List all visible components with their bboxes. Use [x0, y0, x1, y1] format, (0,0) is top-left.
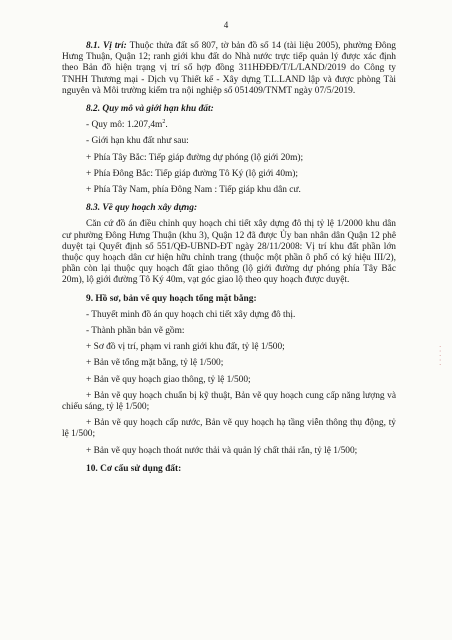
section-8-1 — [62, 41, 396, 97]
list-item: - Thuyết minh đồ án quy hoạch chi tiết xây dựng đô thị. — [86, 309, 296, 320]
scale-prefix: - Quy mô: 1.207,4m — [86, 120, 163, 131]
section-8-3-heading: 8.3. Về quy hoạch xây dựng: — [86, 203, 198, 214]
list-item: + Bản vẽ quy hoạch thoát nước thải và quản lý chất thải rắn, tỷ lệ 1/500; — [86, 445, 358, 456]
list-item: + Bản vẽ tổng mặt bằng, tỷ lệ 1/500; — [86, 358, 224, 369]
scale-line — [62, 120, 396, 131]
limits-intro: - Giới hạn khu đất như sau: — [86, 136, 189, 147]
limit-item: + Phía Tây Bắc: Tiếp giáp đường dự phóng (lộ giới 20m); — [86, 152, 304, 163]
section-8-1-heading: 8.1. Vị trí: — [86, 41, 127, 51]
section-10-heading: 10. Cơ cấu sử dụng đất: — [86, 463, 182, 474]
section-8-3-text: Căn cứ đồ án điều chỉnh quy hoạch chi tiết xây dựng đô thị tỷ lệ 1/2000 khu dân cư phường Đông Hưng Thuận (khu 3), Quận 12 đã được Ủy ban nhân dân Quận 12 phê duyệt tại Quyết định số 551/QĐ-UBND-ĐT ngày 28/11/2008: Vị trí khu đất phần lớn thuộc quy hoạch dân cư hiện hữu chỉnh trang (thuộc một phần ô phố có ký hiệu III/2), phần còn lại thuộc quy hoạch đất giao thông (lộ giới đường dự phóng phía Tây Bắc 20m), lộ giới đường Tô Ký 40m, vạt góc giao lộ theo quy hoạch được duyệt. — [62, 219, 396, 286]
limit-item: + Phía Đông Bắc: Tiếp giáp đường Tô Ký (lộ giới 40m); — [86, 168, 299, 179]
section-9-heading: 9. Hồ sơ, bản vẽ quy hoạch tổng mặt bằng: — [86, 293, 257, 304]
margin-stamp-mark: · · · · · — [438, 345, 444, 366]
scale-sup: 2 — [162, 119, 166, 126]
page-number: 4 — [223, 20, 229, 30]
list-item: + Bản vẽ quy hoạch giao thông, tỷ lệ 1/500; — [86, 374, 251, 385]
section-8-2-heading: 8.2. Quy mô và giới hạn khu đất: — [86, 104, 214, 115]
scale-suffix: . — [165, 120, 168, 131]
list-item: + Bản vẽ quy hoạch cấp nước, Bản vẽ quy hoạch hạ tầng viễn thông thụ động, tỷ lệ 1/500; — [62, 418, 396, 440]
section-8-1-text: Thuộc thửa đất số 807, tờ bản đồ số 14 (tài liệu 2005), phường Đông Hưng Thuận, Quận 12; ranh giới khu đất do Nhà nước trực tiếp quản lý được xác định theo Bản đồ hiện trạng vị trí số hợp đồng 311HĐĐĐ/T/L/LAND/2019 do Công ty TNHH Thương mại - Dịch vụ Thiết kế - Xây dựng T.L.LAND lập và được phòng Tài nguyên và Môi trường kiểm tra nội nghiệp số 051409/TNMT ngày 07/5/2019. — [62, 41, 396, 96]
list-item: - Thành phần bản vẽ gồm: — [86, 326, 185, 337]
limit-item: + Phía Tây Nam, phía Đông Nam : Tiếp giáp khu dân cư. — [86, 185, 301, 196]
list-item: + Bản vẽ quy hoạch chuẩn bị kỹ thuật, Bản vẽ quy hoạch cung cấp năng lượng và chiếu sáng, tỷ lệ 1/500; — [62, 390, 396, 413]
list-item: + Sơ đồ vị trí, phạm vi ranh giới khu đất, tỷ lệ 1/500; — [86, 342, 285, 353]
document-body — [62, 41, 396, 475]
